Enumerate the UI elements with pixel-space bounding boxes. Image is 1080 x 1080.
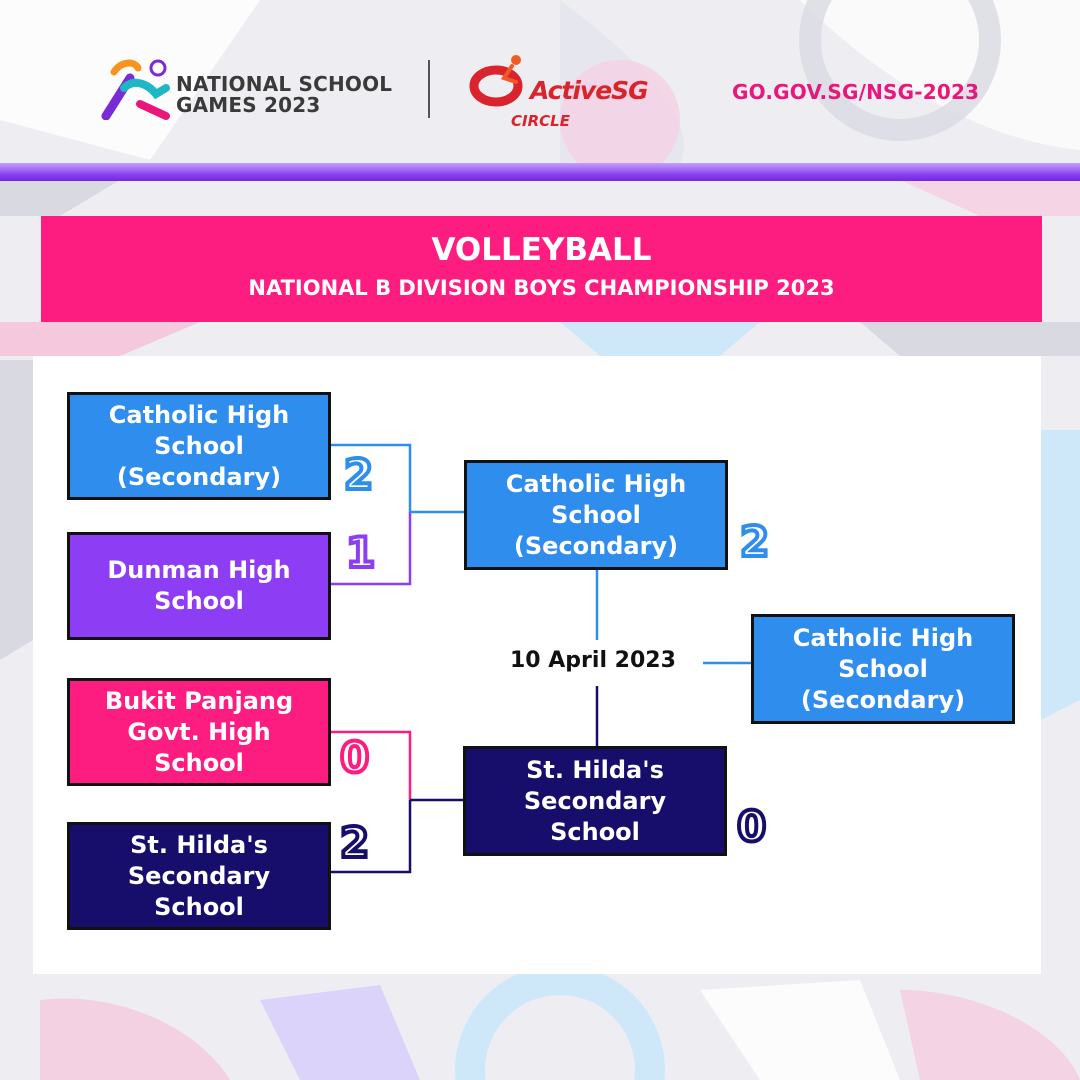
sf1-team-a <box>67 392 331 500</box>
final-team-a <box>464 460 728 570</box>
sf2-team-b <box>67 822 331 930</box>
sf1-team-b-name: Dunman High School <box>107 556 291 615</box>
nsg-line-1: NATIONAL SCHOOL <box>176 72 393 96</box>
sport-title: VOLLEYBALL <box>431 232 652 268</box>
activesg-name: ActiveSG <box>530 76 648 105</box>
final-team-b-name: St. Hilda's Secondary School <box>523 755 667 846</box>
champion-team <box>751 614 1015 724</box>
nsg-url-link[interactable]: GO.GOV.SG/NSG-2023 <box>732 80 980 104</box>
sf2-team-b-score: 2 <box>340 818 370 867</box>
sf2-team-a <box>67 678 331 786</box>
sf1-team-a-score: 2 <box>344 450 374 499</box>
sf1-team-b-score: 1 <box>346 528 376 577</box>
championship-subtitle: NATIONAL B DIVISION BOYS CHAMPIONSHIP 2023 <box>248 276 835 300</box>
activesg-sub: CIRCLE <box>511 112 570 130</box>
nsg-line-2: GAMES 2023 <box>176 93 321 117</box>
final-team-b <box>463 746 727 856</box>
final-team-a-score: 2 <box>740 517 770 566</box>
final-team-b-score: 0 <box>737 802 767 851</box>
sf2-team-a-score: 0 <box>340 733 370 782</box>
champion-team-name: Catholic High School (Secondary) <box>792 623 974 714</box>
sf2-team-b-name: St. Hilda's Secondary School <box>127 830 271 921</box>
sf2-team-a-name: Bukit Panjang Govt. High School <box>104 686 294 777</box>
final-date: 10 April 2023 <box>510 648 676 673</box>
sf1-team-a-name: Catholic High School (Secondary) <box>108 400 290 491</box>
sf1-team-b <box>67 532 331 640</box>
final-team-a-name: Catholic High School (Secondary) <box>505 469 687 560</box>
